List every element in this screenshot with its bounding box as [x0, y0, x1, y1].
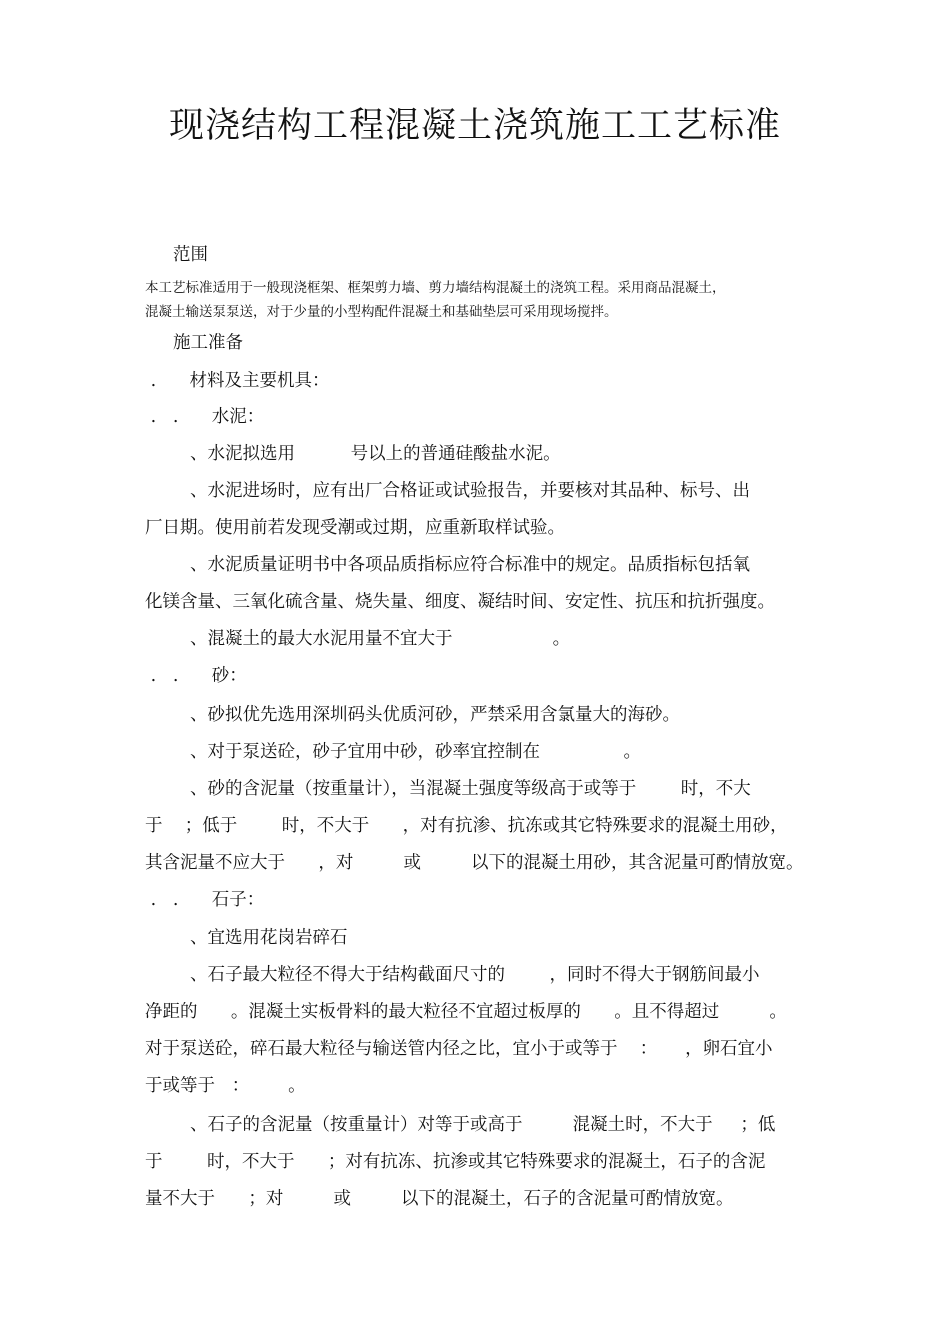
- text-line: . . 砂：: [145, 666, 247, 686]
- text-line: . . 水泥：: [145, 407, 265, 427]
- text-line: 、砂的含泥量（按重量计），当混凝土强度等级高于或等于 时，不大: [190, 779, 751, 799]
- text-line: 、混凝土的最大水泥用量不宜大于 。: [190, 629, 571, 649]
- document-title: 现浇结构工程混凝土浇筑施工工艺标准: [168, 106, 781, 146]
- text-line: 混凝土输送泵泵送，对于少量的小型构配件混凝土和基础垫层可采用现场搅拌。: [145, 304, 618, 320]
- text-line: 、对于泵送砼，砂子宜用中砂，砂率宜控制在 。: [190, 742, 641, 762]
- text-line: 、石子最大粒径不得大于结构截面尺寸的 ，同时不得大于钢筋间最小: [190, 965, 760, 985]
- text-line: 化镁含量、三氧化硫含量、烧失量、细度、凝结时间、安定性、抗压和抗折强度。: [145, 592, 775, 612]
- text-line: 于或等于 ： 。: [145, 1076, 306, 1096]
- text-line: 本工艺标准适用于一般现浇框架、框架剪力墙、剪力墙结构混凝土的浇筑工程。采用商品混凝土，: [145, 280, 726, 296]
- text-line: . . 石子：: [145, 890, 265, 910]
- text-line: 、水泥质量证明书中各项品质指标应符合标准中的规定。品质指标包括氧: [190, 555, 750, 575]
- text-line: 、石子的含泥量（按重量计）对等于或高于 混凝土时，不大于 ；低: [190, 1115, 776, 1135]
- text-line: . 材料及主要机具：: [145, 371, 330, 391]
- text-line: 量不大于 ；对 或 以下的混凝土，石子的含泥量可酌情放宽。: [145, 1189, 734, 1209]
- text-line: 净距的 。混凝土实板骨料的最大粒径不宜超过板厚的 。且不得超过 。: [145, 1002, 787, 1022]
- text-line: 厂日期。使用前若发现受潮或过期，应重新取样试验。: [145, 518, 565, 538]
- text-line: 于 ；低于 时，不大于 ，对有抗渗、抗冻或其它特殊要求的混凝土用砂，: [145, 816, 788, 836]
- text-line: 、砂拟优先选用深圳码头优质河砂，严禁采用含氯量大的海砂。: [190, 705, 680, 725]
- text-line: 对于泵送砼，碎石最大粒径与输送管内径之比，宜小于或等于 ： ，卵石宜小: [145, 1039, 773, 1059]
- text-line: 于 时，不大于 ；对有抗冻、抗渗或其它特殊要求的混凝土，石子的含泥: [145, 1152, 766, 1172]
- text-line: 其含泥量不应大于 ，对 或 以下的混凝土用砂，其含泥量可酌情放宽。: [145, 853, 804, 873]
- text-line: 施工准备: [173, 333, 243, 353]
- text-line: 、水泥拟选用 号以上的普通硅酸盐水泥。: [190, 444, 561, 464]
- text-line: 、宜选用花岗岩碎石: [190, 928, 348, 948]
- text-line: 范围: [173, 245, 208, 265]
- text-line: 、水泥进场时，应有出厂合格证或试验报告，并要核对其品种、标号、出: [190, 481, 750, 501]
